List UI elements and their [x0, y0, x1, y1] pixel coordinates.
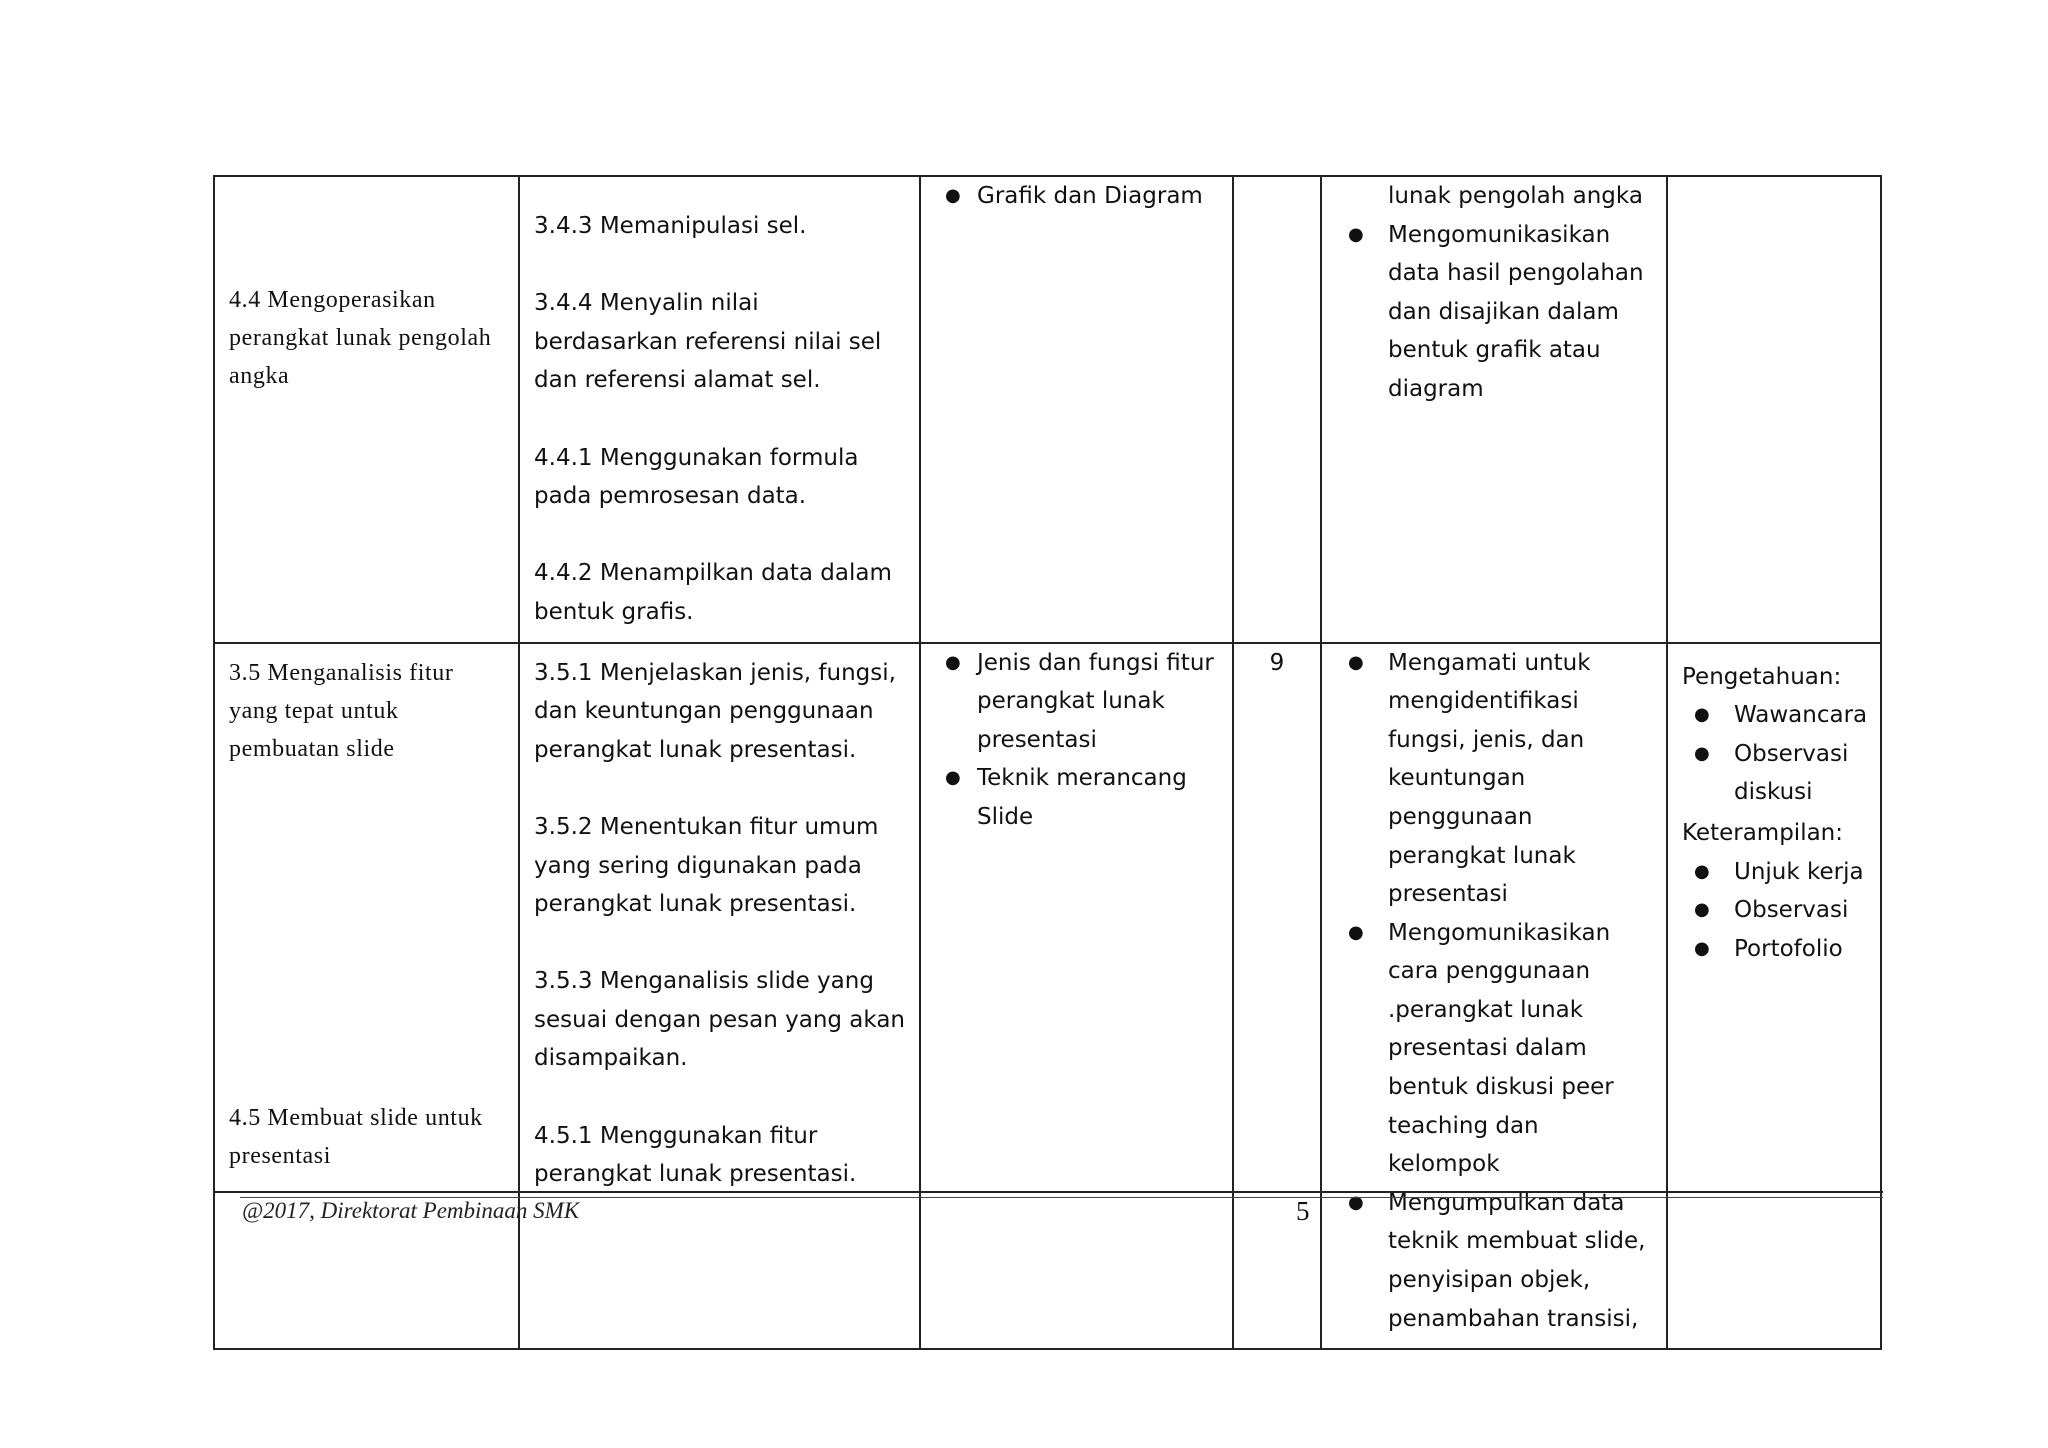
assessment-item-text: Unjuk kerja [1734, 858, 1864, 885]
activity-list [1336, 644, 1652, 1339]
assessment-item-text: Observasi diskusi [1734, 740, 1849, 806]
material-item-text: Grafik dan Diagram [977, 183, 1203, 209]
bullet-icon: ● [1694, 860, 1710, 882]
activity-item-text: Mengomunikasikan data hasil pengolahan dan disajikan dalam bentuk grafik atau diagram [1388, 221, 1644, 402]
assessment-item-text: Wawancara [1734, 702, 1868, 729]
list-item [1682, 735, 1866, 812]
indicator-item: 4.4.1 Menggunakan formula pada pemrosesan data. [534, 444, 859, 510]
activity-continuation-text: lunak pengolah angka [1388, 183, 1643, 209]
list-item [1336, 177, 1652, 216]
assessment-list [1682, 696, 1866, 812]
bullet-icon: ● [945, 185, 961, 206]
material-cell [920, 643, 1233, 1350]
activity-list [1336, 177, 1652, 409]
list-item [935, 644, 1218, 760]
bullet-icon: ● [1348, 921, 1364, 943]
assessment-list [1682, 853, 1866, 969]
material-list [935, 644, 1218, 837]
assessment-item-text: Portofolio [1734, 935, 1843, 962]
assessment-label-skills: Keterampilan: [1682, 819, 1844, 846]
table-row [214, 176, 1881, 643]
indicator-item: 3.5.1 Menjelaskan jenis, fungsi, dan keuntungan penggunaan perangkat lunak presentasi. [534, 659, 896, 763]
time-allocation [1234, 177, 1320, 187]
competency-text: 3.5 Menganalisis fitur yang tepat untuk pembuatan slide [229, 659, 454, 762]
assessment-label-knowledge: Pengetahuan: [1682, 663, 1842, 690]
indicator-item: 3.4.4 Menyalin nilai berdasarkan referensi nilai sel dan referensi alamat sel. [534, 290, 882, 394]
assessment-text [1668, 177, 1880, 197]
list-item [1682, 853, 1866, 892]
material-list [935, 177, 1218, 216]
list-item [1336, 644, 1652, 914]
assessment-cell [1667, 643, 1881, 1350]
list-item [935, 759, 1218, 836]
competency-cell [214, 176, 519, 643]
indicator-item: 4.4.2 Menampilkan data dalam bentuk grafis. [534, 560, 892, 625]
list-item [1682, 891, 1866, 930]
material-item-text: Teknik merancang Slide [977, 765, 1187, 830]
list-item [1336, 914, 1652, 1184]
bullet-icon: ● [1694, 937, 1710, 959]
bullet-icon: ● [1348, 1191, 1364, 1213]
list-item [1682, 930, 1866, 969]
list-item [1336, 1184, 1652, 1338]
bullet-icon: ● [1348, 651, 1364, 673]
indicator-cell [519, 176, 920, 643]
competency-cell [214, 643, 519, 1350]
material-item-text: Jenis dan fungsi fitur perangkat lunak presentasi [977, 649, 1214, 753]
time-allocation: 9 [1269, 649, 1285, 676]
learning-activity-cell [1321, 176, 1667, 643]
material-cell [920, 176, 1233, 643]
list-item [1336, 216, 1652, 409]
time-cell [1233, 176, 1321, 643]
list-item [935, 177, 1218, 216]
indicator-item: 3.4.3 Memanipulasi sel. [534, 213, 807, 239]
bullet-icon: ● [1694, 704, 1710, 726]
table-row [214, 643, 1881, 1350]
indicator-item: 3.5.2 Menentukan fitur umum yang sering digunakan pada perangkat lunak presentasi. [534, 813, 879, 918]
bullet-icon: ● [945, 767, 961, 789]
bullet-icon: ● [945, 651, 961, 673]
assessment-item-text: Observasi [1734, 897, 1849, 924]
footer-copyright: @2017, Direktorat Pembinaan SMK [242, 1198, 580, 1223]
activity-item-text: Mengumpulkan data teknik membuat slide, penyisipan objek, penambahan transisi, [1388, 1189, 1646, 1332]
time-cell [1233, 643, 1321, 1350]
learning-activity-cell [1321, 643, 1667, 1350]
page-number: 5 [1296, 1196, 1310, 1226]
indicator-cell [519, 643, 920, 1350]
indicator-item: 3.5.3 Menganalisis slide yang sesuai dengan pesan yang akan disampaikan. [534, 968, 905, 1072]
bullet-icon: ● [1348, 223, 1364, 245]
list-item [1682, 696, 1866, 735]
assessment-cell [1667, 176, 1881, 643]
competency-text: 4.5 Membuat slide untuk presentasi [229, 1104, 483, 1169]
activity-item-text: Mengamati untuk mengidentifikasi fungsi, jenis, dan keuntungan penggunaan perangkat lunak presentasi [1388, 649, 1591, 908]
bullet-icon: ● [1694, 899, 1710, 921]
indicator-item: 4.5.1 Menggunakan fitur perangkat lunak presentasi. [534, 1122, 857, 1188]
syllabus-table [213, 175, 1882, 1350]
activity-item-text: Mengomunikasikan cara penggunaan .perangkat lunak presentasi dalam bentuk diskusi peer teaching dan kelompok [1388, 919, 1614, 1178]
competency-text: 4.4 Mengoperasikan perangkat lunak pengolah angka [229, 287, 492, 389]
footer-divider [213, 1191, 1883, 1193]
bullet-icon: ● [1694, 742, 1710, 764]
